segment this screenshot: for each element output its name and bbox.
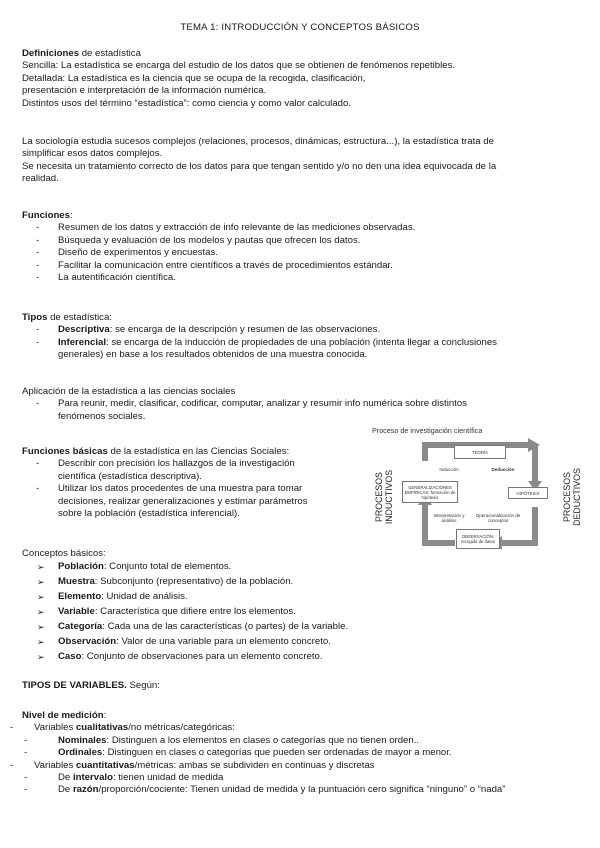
research-process-diagram	[370, 425, 585, 560]
nominales-item: - Nominales: Distinguen a los elementos en clases o categorías que no tienen orden..	[10, 735, 585, 747]
list-item: - Diseño de experimentos y encuestas.	[22, 247, 582, 259]
sociologia-line: La sociología estudia sucesos complejos (relaciones, procesos, dinámicas, estructura...), la estadística trata de	[22, 136, 494, 147]
cuantitativas-item: - Variables cuantitativas/métricas: ambas se subdividen en continuas y discretas	[10, 760, 585, 772]
list-item: - Búsqueda y evaluación de los modelos y pautas que ofrecen los datos.	[22, 235, 582, 247]
list-item: ➢ Caso: Conjunto de observaciones para un elemento concreto.	[37, 651, 323, 663]
interpretacion-label: Interpretación y análisis	[433, 513, 465, 523]
funciones-heading: Funciones:	[22, 210, 73, 221]
list-item: - Descriptiva: se encarga de la descripción y resumen de las observaciones.	[22, 324, 582, 336]
list-item: - Resumen de los datos y extracción de info relevante de las mediciones observadas.	[22, 222, 582, 234]
arrow-bullet-icon: ➢	[37, 577, 45, 588]
list-item: ➢ Población: Conjunto total de elementos.	[37, 561, 232, 573]
tipos-list	[22, 324, 582, 361]
diagram-title: Proceso de investigación científica	[372, 426, 483, 435]
intervalo-item: - De intervalo: tienen unidad de medida	[10, 772, 585, 784]
tipos-variables-heading: TIPOS DE VARIABLES. Según:	[22, 680, 160, 691]
induccion-label: Inducción	[439, 467, 459, 472]
arrow-bullet-icon: ➢	[37, 652, 45, 663]
aplicacion-heading: Aplicación de la estadística a las ciencias sociales	[22, 386, 236, 397]
tipos-section	[22, 312, 582, 362]
arrow-bullet-icon: ➢	[37, 637, 45, 648]
definiciones-section	[22, 48, 582, 110]
definicion-sencilla: Sencilla: La estadística se encarga del estudio de los datos que se obtienen de fenómenos repetibles.	[22, 60, 456, 72]
nivel-heading: Nivel de medición:	[22, 710, 107, 721]
sociologia-line: realidad.	[22, 173, 59, 185]
cualitativas-item: - Variables cualitativas/no métricas/categóricas:	[10, 722, 585, 734]
list-item: ➢ Elemento: Unidad de análisis.	[37, 591, 188, 603]
teoria-box: TEORÍA	[454, 445, 506, 459]
conceptos-heading: Conceptos básicos:	[22, 548, 106, 559]
list-item: - Inferencial: se encarga de la inducción de propiedades de una población (intenta llegar a conclusiones generales) en base a los resultados obtenidos de una muestra conocida.	[22, 337, 582, 362]
hipotesis-box: HIPÓTESIS	[508, 487, 548, 499]
funciones-basicas-section	[22, 446, 362, 520]
definicion-detallada: Detallada: La estadística es la ciencia que se ocupa de la recogida, clasificación,	[22, 72, 366, 84]
arrow-bullet-icon: ➢	[37, 592, 45, 603]
page-title: TEMA 1: INTRODUCCIÓN Y CONCEPTOS BÁSICOS	[180, 22, 420, 33]
list-item: - Para reunir, medir, clasificar, codificar, computar, analizar y resumir info numérica sobre distintos fenómenos sociales.	[22, 398, 582, 423]
list-item: - Describir con precisión los hallazgos de la investigación científica (estadística descriptiva).	[22, 458, 362, 483]
definiciones-heading: Definiciones de estadística	[22, 48, 141, 59]
sociologia-line: simplificar esos datos complejos.	[22, 148, 163, 160]
arrow-bullet-icon: ➢	[37, 622, 45, 633]
sociologia-paragraph	[22, 136, 582, 186]
tipos-heading: Tipos de estadística:	[22, 312, 112, 323]
cycle-arrow-left	[425, 503, 455, 543]
aplicacion-list	[22, 398, 582, 423]
list-item: ➢ Observación: Valor de una variable para un elemento concreto.	[37, 636, 331, 648]
funciones-list	[22, 222, 582, 284]
procesos-inductivos-label: PROCESOS INDUCTIVOS	[374, 469, 394, 525]
list-item: - La autentificación científica.	[22, 272, 582, 284]
sociologia-line: Se necesita un tratamiento correcto de los datos para que tengan sentido y/o no den una idea equivocada de la	[22, 160, 497, 172]
deduccion-label: Deducción	[491, 467, 515, 472]
razon-item: - De razón/proporción/cociente: Tienen unidad de medida y la puntuación cero significa “ninguno” o “nada”	[10, 784, 585, 796]
nivel-medicion-section	[10, 710, 585, 797]
list-item: ➢ Muestra: Subconjunto (representativo) de la población.	[37, 576, 294, 588]
conceptos-section	[22, 548, 582, 664]
usos-termino: Distintos usos del término “estadística”: como ciencia y como valor calculado.	[22, 97, 351, 109]
definicion-detallada-cont: presentación e interpretación de la información numérica.	[22, 85, 267, 97]
list-item: ➢ Variable: Característica que difiere entre los elementos.	[37, 606, 296, 618]
arrow-bullet-icon: ➢	[37, 562, 45, 573]
observacion-box: OBSERVACIÓN: recogida de datos	[456, 529, 500, 549]
funciones-basicas-list	[22, 458, 362, 520]
conceptos-list	[22, 561, 582, 663]
aplicacion-section	[22, 386, 582, 423]
list-item: - Utilizar los datos procedentes de una muestra para tomar decisiones, realizar generalizaciones y estimar parámetros sobre la población (estadística inferencial).	[22, 483, 362, 520]
funciones-basicas-heading: Funciones básicas de la estadística en las Ciencias Sociales:	[22, 446, 290, 457]
arrow-bullet-icon: ➢	[37, 607, 45, 618]
generalizaciones-box: GENERALIZACIONES EMPÍRICAS: formación de hipótesis	[402, 481, 458, 503]
funciones-section	[22, 210, 582, 284]
procesos-deductivos-label: PROCESOS DEDUCTIVOS	[562, 468, 582, 526]
list-item: ➢ Categoría: Cada una de las características (o partes) de la variable.	[37, 621, 349, 633]
ordinales-item: - Ordinales: Distinguen en clases o categorías que pueden ser ordenadas de mayor a menor.	[10, 747, 585, 759]
operacionalizacion-label: Operacionalización de conceptos	[475, 513, 521, 523]
list-item: - Facilitar la comunicación entre científicos a través de procedimientos estándar.	[22, 260, 582, 272]
